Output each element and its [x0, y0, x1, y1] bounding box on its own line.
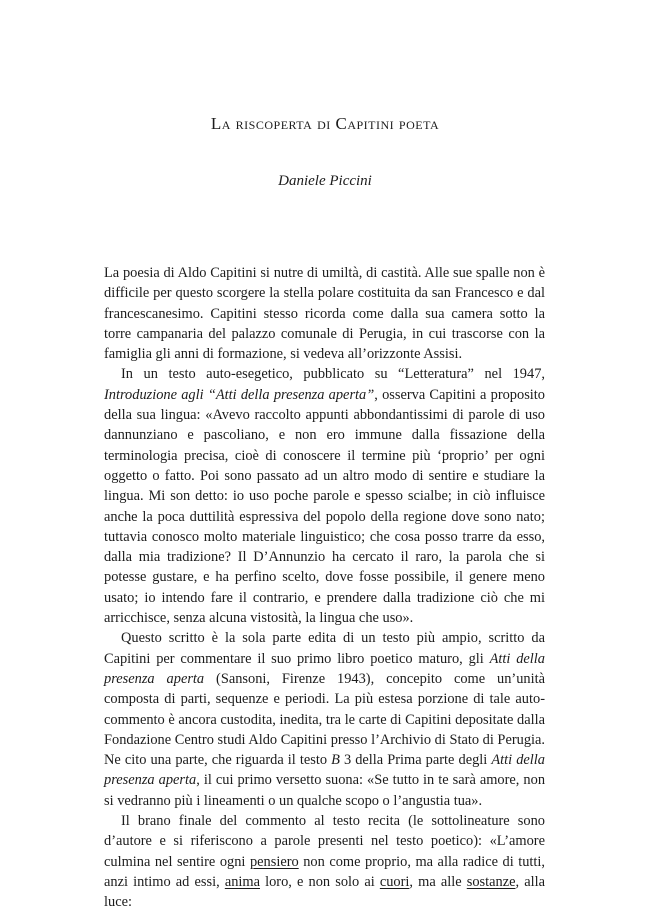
article-body [104, 263, 545, 913]
article-author: Daniele Piccini [278, 173, 372, 189]
italic-text: B [331, 752, 340, 769]
text-segment: (Sansoni, Firenze 1943), concepito come un’unità composta di parti, sequenze e periodi. La più estesa porzione di tale auto-commento è ancora custodita, inedita, tra le carte di Capitini depositate dalla Fondazione Centro studi Aldo Capitini presso l’Archivio di Stato di Perugia. Ne cito una parte, che riguarda il testo [104, 670, 545, 769]
text-segment: , ma alle [409, 873, 467, 890]
italic-text: Atti della presenza aperta [104, 650, 545, 687]
italic-text: Introduzione agli “Atti della presenza aperta” [104, 386, 375, 403]
paragraph [104, 263, 545, 364]
text-segment: , il cui primo versetto suona: «Se tutto in te sarà amore, non si vedranno più i lineamenti o un qualche scopo o l’angustia tua». [104, 772, 546, 809]
text-segment: non come proprio, ma alla radice di tutti, anzi intimo ad essi, [104, 853, 545, 890]
italic-text: Atti della presenza aperta [104, 752, 545, 789]
underlined-word: pensiero [249, 853, 299, 870]
text-segment: , osserva Capitini a proposito della sua lingua: «Avevo raccolto appunti abbondantissimi di parole di uso dannunziano e pascoliano, e non ero immune dalla fissazione della terminologia precisa, cioè di conoscere il termine più ‘proprio’ per ogni oggetto o fatto. Poi sono passato ad un altro modo di sentire e studiare la lingua. Mi son detto: io uso poche parole e spesso scialbe; in ciò influisce anche la poca duttilità espressiva del popolo della regione dove sono nato; tuttavia conosco molto materiale linguistico; che cosa posso trarre da esso, dalla mia tradizione? Il D’Annunzio ha cercato il raro, la parola che si potesse gustare, e ha perfino scelto, dove fosse possibile, il genere meno usato; io intendo fare il contrario, e prendere dalla tradizione ciò che mi arricchisce, senza alcuna vistosità, la lingua che uso». [104, 386, 545, 627]
paragraph [104, 628, 545, 811]
underlined-word: sostanze [466, 873, 516, 890]
paragraph [104, 811, 545, 912]
text-segment: loro, e non solo ai [259, 873, 380, 890]
article-title: La riscoperta di Capitini poeta [210, 114, 440, 133]
underlined-word: cuori [379, 873, 410, 890]
text-segment: , alla luce: [104, 873, 546, 911]
paragraph [104, 364, 545, 628]
text-segment: La poesia di Aldo Capitini si nutre di umiltà, di castità. Alle sue spalle non è difficile per questo scorgere la stella polare costituita da san Francesco e dal francescanesimo. Capitini stesso ricorda come dalla sua camera sotto la torre campanaria del palazzo comunale di Perugia, in cui trascorse con la famiglia gli anni di formazione, si vedeva all’orizzonte Assisi. [104, 265, 545, 363]
text-segment: Questo scritto è la sola parte edita di un testo più ampio, scritto da Capitini per commentare il suo primo libro poetico maturo, gli [104, 630, 545, 667]
text-segment: In un testo auto-esegetico, pubblicato su “Letteratura” nel 1947, [121, 366, 545, 383]
text-segment: Il brano finale del commento al testo recita (le sottolineature sono d’autore e si riferiscono a parole presenti nel testo poetico): «L’amore culmina nel sentire ogni [104, 813, 545, 870]
text-segment: 3 della Prima parte degli [339, 752, 492, 769]
underlined-word: anima [224, 873, 260, 890]
